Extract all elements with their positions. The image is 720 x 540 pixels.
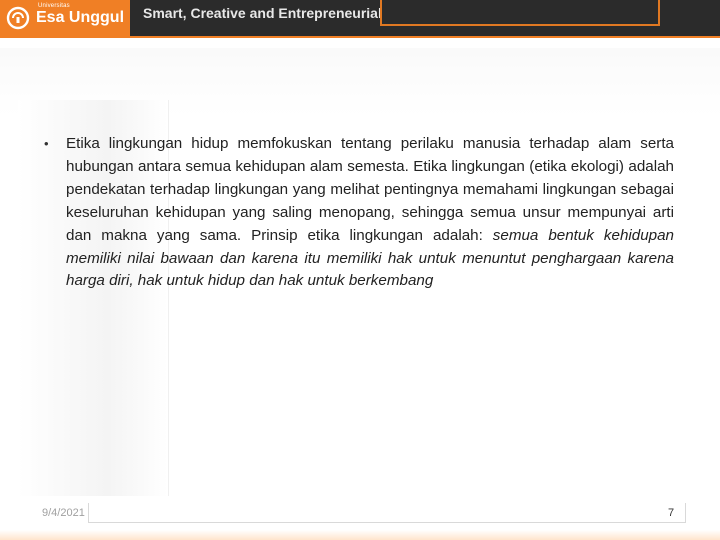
logo-block (0, 0, 130, 36)
header-tagline: Smart, Creative and Entrepreneurial (143, 5, 382, 21)
bullet-marker: • (44, 136, 49, 151)
paragraph-italic-text: semua bentuk kehidupan memiliki nilai bawaan dan karena itu memiliki hak untuk menuntut penghargaan karena harga diri, hak untuk hidup dan hak untuk berkembang (66, 226, 674, 290)
logo-name: Esa Unggul (36, 9, 125, 26)
footer-page-number: 7 (668, 507, 675, 519)
footer-frame (88, 503, 686, 523)
logo-university-label: Universitas (38, 3, 70, 9)
paragraph-regular-text: Etika lingkungan hidup memfokuskan tentang perilaku manusia terhadap alam serta hubungan antara semua kehidupan alam semesta. Etika lingkungan (etika ekologi) adalah pendekatan terhadap lingkungan yang melihat pentingnya memahami lingkungan sebagai keseluruhan kehidupan yang saling menopang, sehingga semua unsur mempunyai arti dan makna yang sama. Prinsip etika lingkungan adalah: (66, 135, 674, 244)
header-bar (0, 0, 720, 38)
footer-date: 9/4/2021 (42, 507, 85, 519)
body-paragraph (44, 133, 674, 293)
header-divider (0, 36, 720, 38)
footer-gradient (0, 530, 720, 540)
bullet-text-block (44, 133, 674, 293)
university-logo-icon (6, 6, 30, 30)
header-decorative-outline (380, 0, 660, 26)
